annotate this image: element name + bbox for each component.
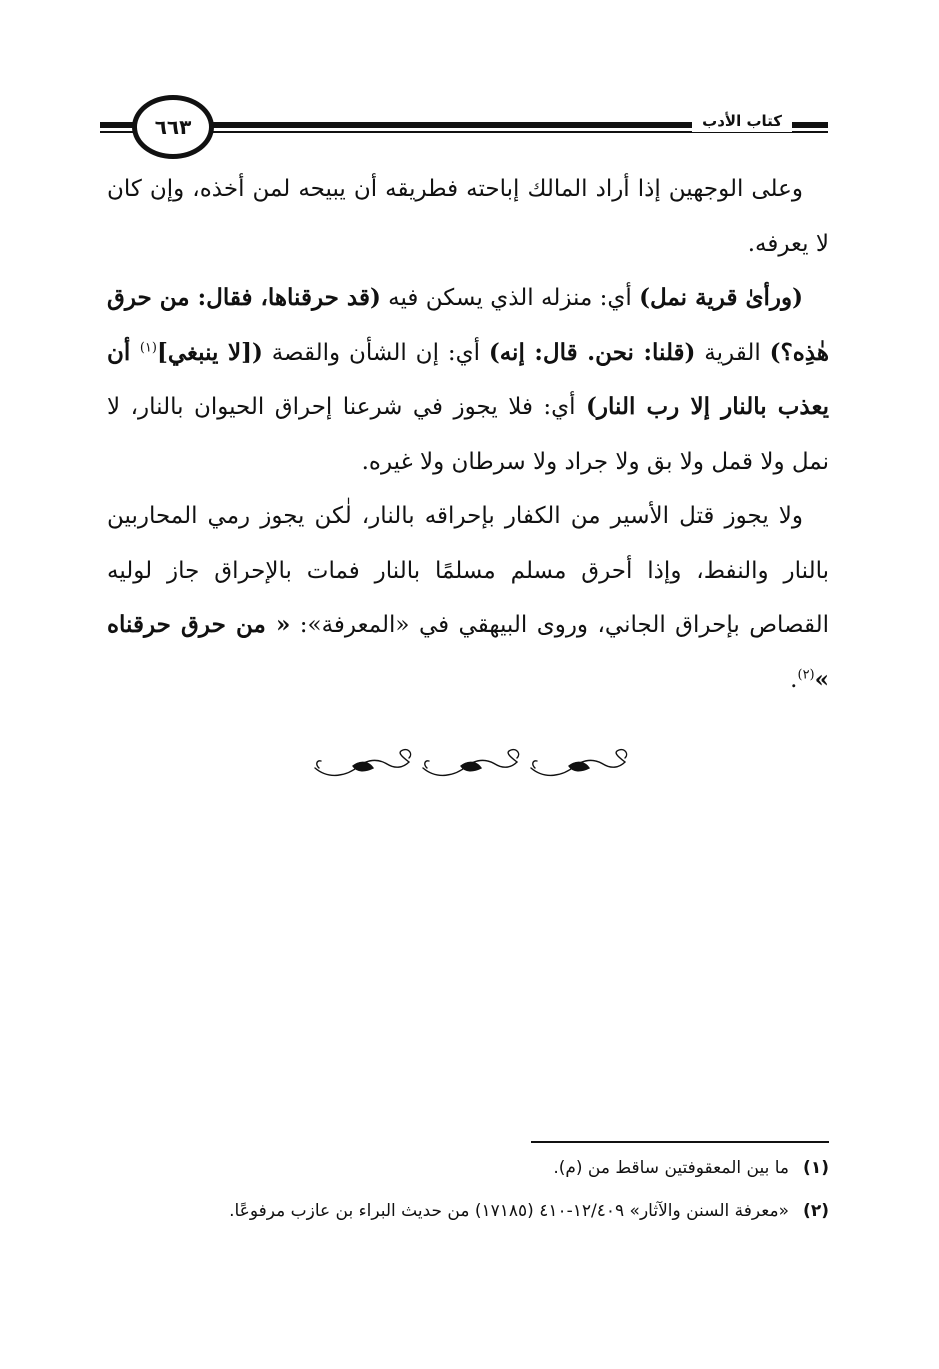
page-header [100, 92, 828, 162]
hadith-quote: ([لا ينبغي] [156, 338, 263, 366]
paragraph-3-text: ولا يجوز قتل الأسير من الكفار بإحراقه بالنار، لٰكن يجوز رمي المحاربين بالنار والنفط، وإذا أحرق مسلم مسلمًا بالنار فمات بالإحراق جاز لوليه القصاص بإحراق الجاني، وروى البيهقي في «المعرفة»: [107, 503, 829, 638]
footnote-ref-2[interactable]: (٢) [797, 666, 815, 682]
commentary-text: أي: إن الشأن والقصة [262, 339, 489, 366]
running-title: كتاب الأدب [692, 110, 792, 132]
hadith-quote: (قلنا: نحن. قال: إنه) [488, 338, 696, 366]
paragraph-1 [107, 162, 829, 271]
closing-period: . [790, 666, 798, 693]
commentary-text: أي: منزله الذي يسكن فيه [380, 285, 640, 311]
footnote-text: «معرفة السنن والآثار» ١٢/٤٠٩-٤١٠ (١٧١٨٥) من حديث البراء بن عازب مرفوعًا. [229, 1201, 789, 1221]
hadith-quote: « من حرق حرقناه » [107, 611, 829, 693]
ornament-flourish-center [423, 750, 519, 776]
footnotes [109, 1150, 829, 1230]
footnote-2 [109, 1193, 829, 1230]
page-number: ٦٦٣ [154, 115, 192, 139]
section-end-ornament [0, 746, 939, 782]
footnote-text: ما بين المعقوفتين ساقط من (م). [553, 1158, 789, 1178]
footnote-number: (٢) [803, 1201, 829, 1221]
footnote-1 [109, 1150, 829, 1187]
hadith-quote: أن يعذب بالنار إلا رب النار) [107, 338, 829, 420]
ornament-flourish-left [315, 750, 411, 776]
main-text [107, 162, 829, 707]
paragraph-3 [107, 489, 829, 707]
commentary-text: أي: فلا يجوز في شرعنا إحراق الحيوان بالنار، لا نمل ولا قمل ولا بق ولا جراد ولا سرطان ولا غيره. [107, 394, 829, 475]
commentary-text: القرية [695, 339, 770, 366]
footnote-ref-1[interactable]: (١) [139, 339, 157, 355]
paragraph-1-text: وعلى الوجهين إذا أراد المالك إباحته فطريقه أن يبيحه لمن أخذه، وإن كان لا يعرفه. [107, 176, 829, 257]
ornament-flourish-right [531, 750, 627, 776]
footnote-number: (١) [803, 1158, 829, 1178]
hadith-quote: (ورأىٰ قرية نمل) [639, 284, 803, 311]
page-number-badge [132, 95, 214, 159]
footnote-separator [531, 1141, 829, 1143]
paragraph-2 [107, 271, 829, 489]
hadith-quote: (قد حرقناها، فقال: من حرق هٰذِه؟) [107, 284, 829, 366]
